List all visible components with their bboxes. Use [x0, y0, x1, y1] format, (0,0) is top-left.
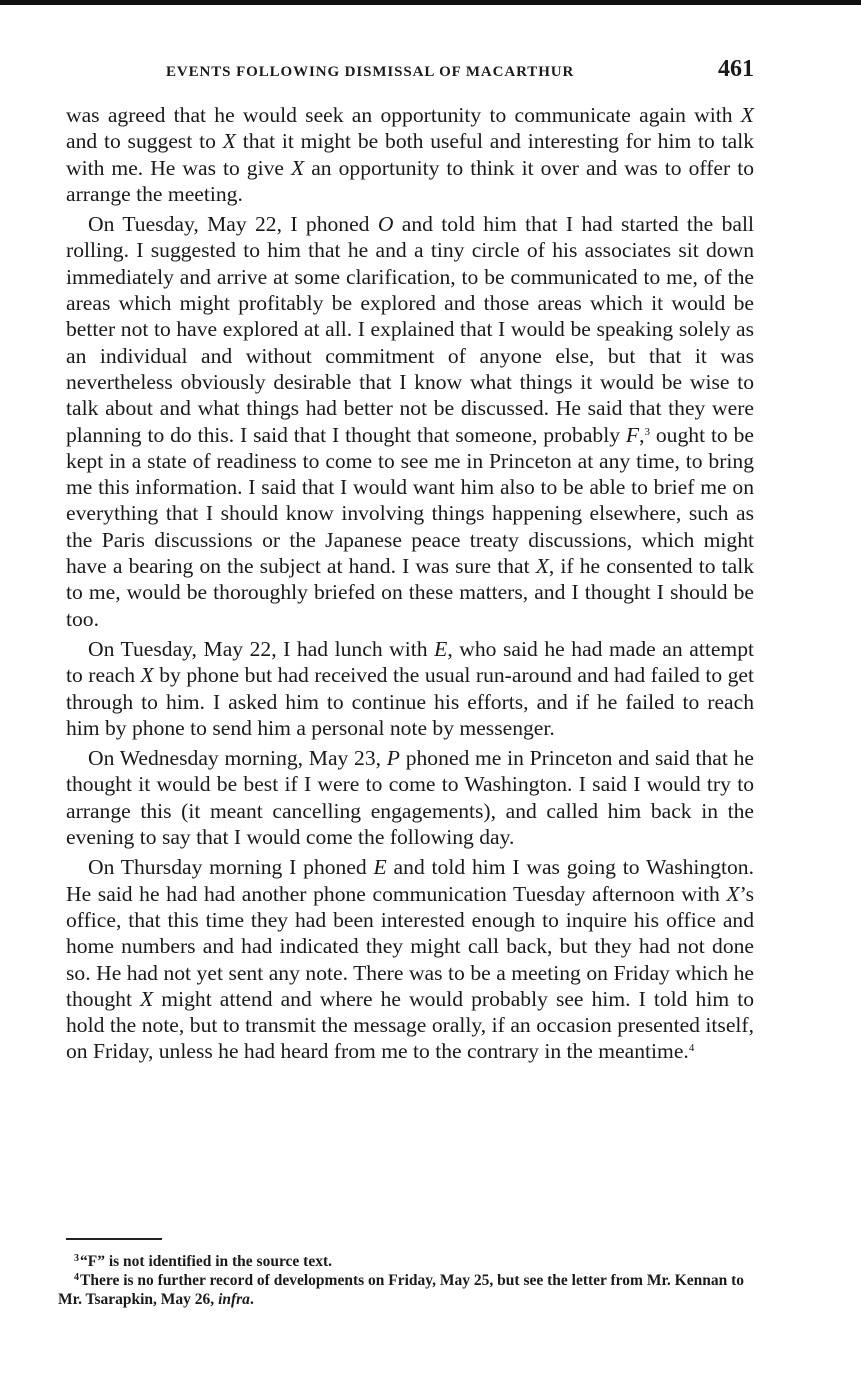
- page-top-edge: [0, 0, 861, 5]
- footnotes: [58, 1252, 744, 1309]
- paragraph: [66, 745, 754, 850]
- italic-text-run: X: [222, 129, 236, 154]
- text-run: by phone but had received the usual run-around and had failed to get through to him. I asked him to continue his efforts, and if he failed to reach him by phone to send him a personal note by messenger.: [66, 663, 754, 740]
- page-number: 461: [718, 56, 754, 82]
- italic-text-run: O: [377, 212, 394, 237]
- italic-text-run: E: [373, 855, 387, 880]
- paragraph: [66, 102, 754, 207]
- italic-text-run: infra: [218, 1291, 250, 1308]
- italic-text-run: P: [386, 746, 400, 771]
- italic-text-run: X: [140, 663, 154, 688]
- page-header: [66, 56, 756, 92]
- footnote-reference: 3: [644, 425, 650, 438]
- italic-text-run: X: [535, 554, 549, 579]
- body-text: [66, 102, 754, 1069]
- italic-text-run: X: [291, 155, 305, 180]
- footnote: [58, 1252, 744, 1271]
- running-head: EVENTS FOLLOWING DISMISSAL OF MACARTHUR: [166, 64, 575, 80]
- footnote-reference: 4: [688, 1042, 695, 1055]
- text-run: There is no further record of developments on Friday, May 25, but see the letter from Mr. Kennan to Mr. Tsarapkin, May 26,: [58, 1272, 744, 1308]
- footnote: [58, 1271, 744, 1309]
- footnote-marker: 4: [74, 1272, 79, 1283]
- text-run: might attend and where he would probably see him. I told him to hold the note, but to transmit the message orally, if an occasion presented itself, on Friday, unless he had heard from me to the contrary in the meantime.: [66, 986, 754, 1064]
- text-run: phoned me in Princeton and said that he thought it would be best if I were to come to Washington. I said I would try to arrange this (it meant cancelling engagements), and called him back in the evening to say that I would come the following day.: [66, 746, 754, 850]
- text-run: was agreed that he would seek an opportunity to communicate again with: [66, 103, 741, 127]
- italic-text-run: F: [625, 422, 640, 447]
- text-run: On Thursday morning I phoned: [88, 855, 374, 880]
- text-run: ’s office, that this time they had been interested enough to inquire his office and home numbers and had indicated they might call back, but they had not done so. He had not yet sent any note. There was to be a meeting on Friday which he thought: [66, 881, 754, 1011]
- text-run: ought to be kept in a state of readiness to come to see me in Princeton at any time, to bring me this information. I said that I would want him also to be able to brief me on everything that I should know involving things happening elsewhere, such as the Paris discussions or the Japanese peace treaty discussions, which might have a bearing on the subject at hand. I was sure that: [66, 422, 754, 579]
- paragraph: [66, 636, 754, 741]
- text-run: .: [249, 1291, 254, 1308]
- text-run: that it might be both useful and interesting for him to talk with me. He was to give: [66, 129, 754, 180]
- footnote-marker: 3: [74, 1253, 79, 1264]
- text-run: “F” is not identified in the source text.: [80, 1253, 333, 1270]
- text-run: , if he consented to talk to me, would be thoroughly briefed on these matters, and I thought I should be too.: [66, 554, 754, 631]
- text-run: and told him I was going to Washington. He said he had had another phone communication Tuesday afternoon with: [66, 855, 754, 906]
- italic-text-run: E: [434, 636, 448, 661]
- italic-text-run: X: [140, 986, 154, 1011]
- text-run: On Tuesday, May 22, I had lunch with: [88, 636, 435, 661]
- text-run: and told him that I had started the ball rolling. I suggested to him that he and a tiny circle of his associates sit down immediately and arrive at some clarification, to be communicated to me, of the areas which might profitably be explored and those areas which it would be better not to have explored at all. I explained that I would be speaking solely as an individual and without commitment of anyone else, but that it was nevertheless obviously desirable that I know what things it would be wise to talk about and what things had better not be discussed. He said that they were planning to do this. I said that I thought that someone, probably: [66, 212, 754, 447]
- text-run: and to suggest to: [66, 129, 223, 154]
- italic-text-run: X: [726, 881, 740, 906]
- text-run: , who said he had made an attempt to reach: [66, 636, 754, 688]
- text-run: On Tuesday, May 22, I phoned: [88, 212, 378, 237]
- paragraph: [66, 854, 754, 1064]
- paragraph: [66, 211, 754, 632]
- italic-text-run: X: [740, 103, 754, 127]
- footnote-divider: [66, 1238, 162, 1240]
- text-run: On Wednesday morning, May 23,: [88, 746, 387, 771]
- text-run: an opportunity to think it over and was to offer to arrange the meeting.: [66, 155, 754, 206]
- text-run: ,: [639, 422, 645, 447]
